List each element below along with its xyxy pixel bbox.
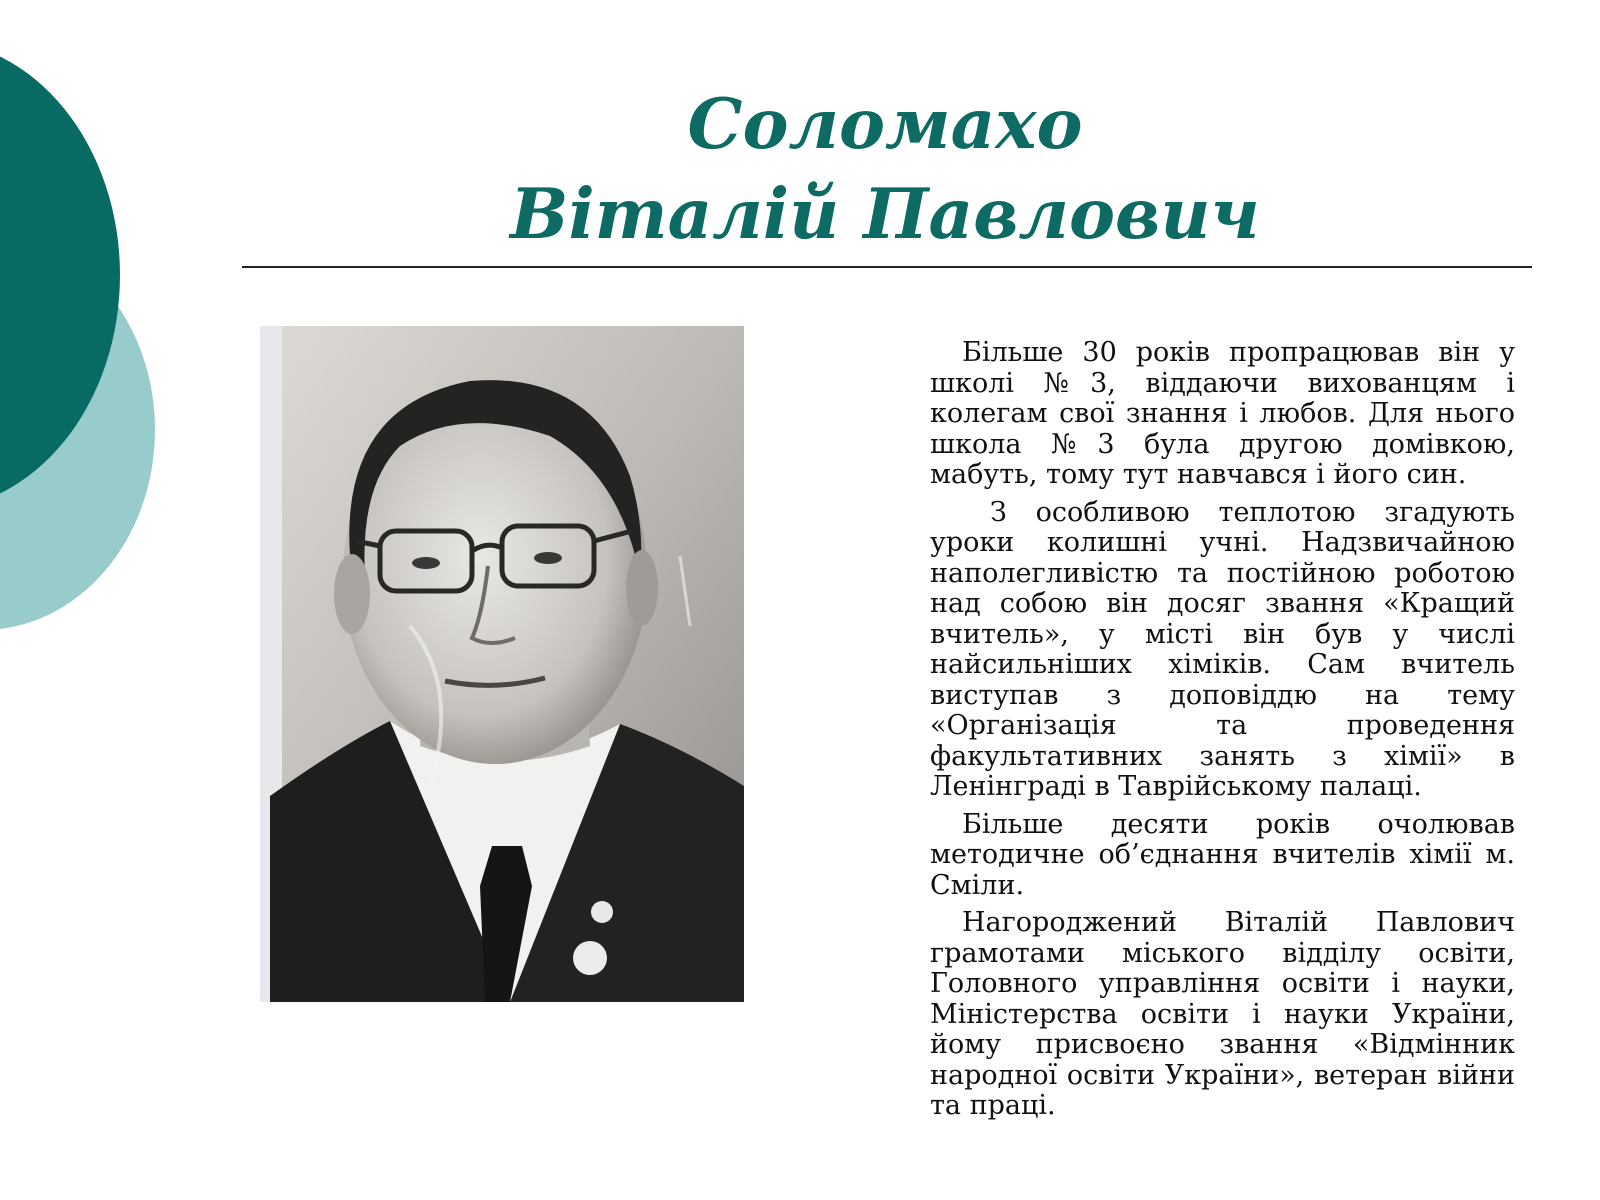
- portrait-photo: [260, 326, 744, 1002]
- biography-text: [930, 338, 1515, 1129]
- biography-paragraph-1: Більше 30 років пропрацював він у школі №3, віддаючи вихованцям і колегам свої знання і любов. Для нього школа №3 була другою домівкою, мабуть, тому тут навчався і його син.: [930, 337, 1515, 490]
- title-divider: [242, 266, 1532, 268]
- biography-paragraph-4: Нагороджений Віталій Павлович грамотами міського відділу освіти, Головного управління освіти і науки, Міністерства освіти і науки України, йому присвоєно звання «Відмінник народної освіти України», ветеран війни та праці.: [930, 907, 1515, 1121]
- title-surname: Соломахо: [687, 84, 1083, 165]
- biography-paragraph-2: З особливою теплотою згадують уроки колишні учні. Надзвичайною наполегливістю та постійною роботою над собою він досяг звання «Кращий вчитель», у місті він був у числі найсильніших хіміків. Сам вчитель виступав з доповіддю на тему «Організація та проведення факультативних занять з хімії» в Ленінграді в Таврійському палаці.: [930, 496, 1515, 802]
- slide-title: [250, 80, 1520, 260]
- biography-paragraph-3: Більше десяти років очолював методичне об’єднання вчителів хімії м. Сміли.: [930, 808, 1515, 901]
- title-given-names: Віталій Павлович: [510, 174, 1260, 255]
